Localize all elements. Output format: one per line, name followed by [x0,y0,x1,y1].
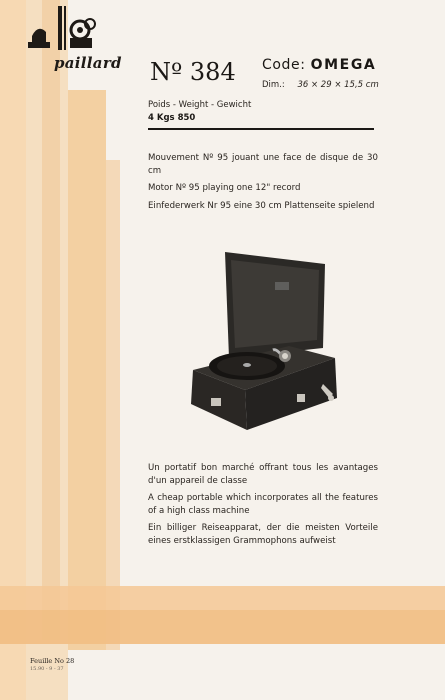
brand-wordmark: paillard [54,54,122,72]
description-en: A cheap portable which incorporates all the features of a high class machine [148,493,378,516]
sheet-number: Feuille No 28 [30,657,75,665]
movement-fr: Mouvement Nº 95 jouant une face de disque de 30 cm [148,153,378,176]
footer [30,657,74,673]
decor-band [0,610,445,644]
description-fr: Un portatif bon marché offrant tous les avantages d'un appareil de classe [148,463,378,486]
decor-stripe [106,160,120,650]
code-label: Code: [262,57,306,73]
paillard-logo-icon [24,6,122,76]
code-value: OMEGA [310,57,377,73]
model-code [262,57,376,73]
decor-stripe [42,0,60,640]
model-number: Nº 384 [150,58,236,86]
movement-en: Motor Nº 95 playing one 12" record [148,183,301,193]
dim-label: Dim.: [262,80,285,90]
gramophone-photo [185,248,345,436]
print-code: 15.90 - 9 - 37 [30,666,64,672]
dimensions [262,80,379,90]
dim-value: 36 × 29 × 15,5 cm [297,80,379,90]
weight-value: 4 Kgs 850 [148,113,196,123]
weight-labels: Poids - Weight - Gewicht [148,100,252,110]
description-de: Ein billiger Reiseapparat, der die meisten Vorteile eines erstklassigen Grammophons aufweist [148,523,378,546]
movement-de: Einfederwerk Nr 95 eine 30 cm Plattenseite spielend [148,201,375,211]
divider [148,128,374,130]
decor-stripe [68,90,106,650]
